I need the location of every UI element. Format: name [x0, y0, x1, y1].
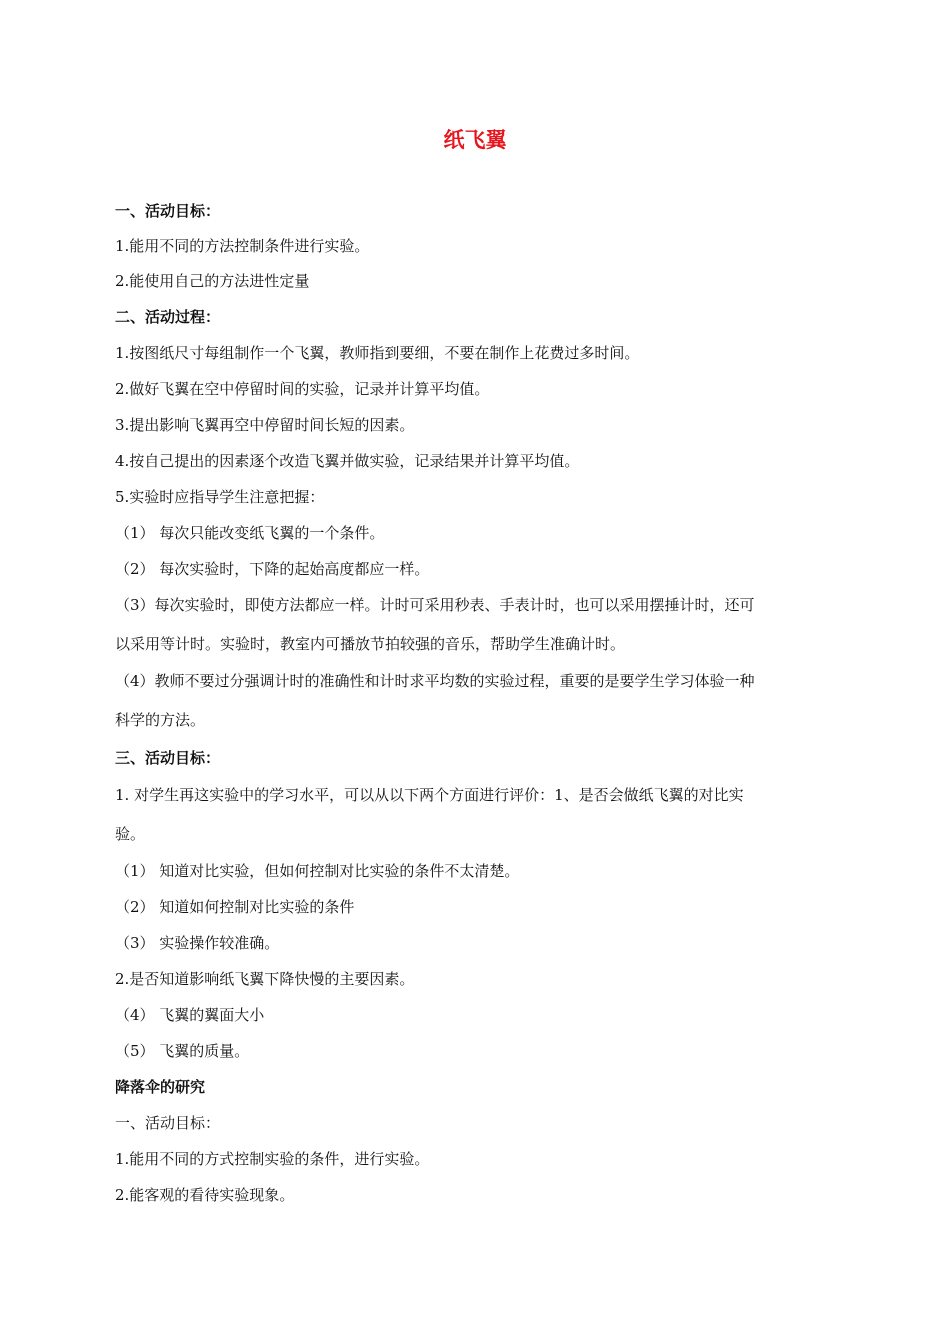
section-heading: 一、活动目标：	[115, 202, 221, 220]
list-item: （4） 飞翼的翼面大小	[115, 1006, 265, 1024]
paragraph-line: 以采用等计时。实验时，教室内可播放节拍较强的音乐，帮助学生准确计时。	[115, 635, 626, 653]
paragraph-line: 2.能使用自己的方法进性定量	[115, 272, 310, 290]
section-heading: 三、活动目标：	[115, 749, 221, 767]
list-item: （5） 飞翼的质量。	[115, 1042, 250, 1060]
section-heading: 降落伞的研究	[115, 1078, 206, 1096]
list-item: （2） 每次实验时，下降的起始高度都应一样。	[115, 560, 430, 578]
document-title: 纸飞翼	[443, 128, 507, 152]
list-item: （2） 知道如何控制对比实验的条件	[115, 898, 355, 916]
paragraph-line: 科学的方法。	[115, 711, 206, 729]
paragraph-line: 2.做好飞翼在空中停留时间的实验，记录并计算平均值。	[115, 380, 490, 398]
paragraph-line: 3.提出影响飞翼再空中停留时间长短的因素。	[115, 416, 415, 434]
paragraph-line: 1. 对学生再这实验中的学习水平，可以从以下两个方面进行评价：1、是否会做纸飞翼的对比实	[115, 786, 744, 804]
list-item: （1） 知道对比实验，但如何控制对比实验的条件不太清楚。	[115, 862, 520, 880]
list-item: （4）教师不要过分强调计时的准确性和计时求平均数的实验过程，重要的是要学生学习体验一种	[115, 672, 755, 690]
paragraph-line: 2.能客观的看待实验现象。	[115, 1186, 295, 1204]
paragraph-line: 1.按图纸尺寸每组制作一个飞翼，教师指到要细，不要在制作上花费过多时间。	[115, 344, 640, 362]
paragraph-line: 5.实验时应指导学生注意把握：	[115, 488, 325, 506]
list-item: （3）每次实验时，即使方法都应一样。计时可采用秒表、手表计时，也可以采用摆捶计时，还可	[115, 596, 755, 614]
list-item: （3） 实验操作较准确。	[115, 934, 280, 952]
list-item: （1） 每次只能改变纸飞翼的一个条件。	[115, 524, 385, 542]
section-heading: 二、活动过程：	[115, 308, 221, 326]
paragraph-line: 4.按自己提出的因素逐个改造飞翼并做实验，记录结果并计算平均值。	[115, 452, 580, 470]
paragraph-line: 2.是否知道影响纸飞翼下降快慢的主要因素。	[115, 970, 415, 988]
paragraph-line: 一、活动目标：	[115, 1114, 221, 1132]
paragraph-line: 1.能用不同的方法控制条件进行实验。	[115, 237, 370, 255]
paragraph-line: 验。	[115, 825, 146, 843]
paragraph-line: 1.能用不同的方式控制实验的条件，进行实验。	[115, 1150, 430, 1168]
